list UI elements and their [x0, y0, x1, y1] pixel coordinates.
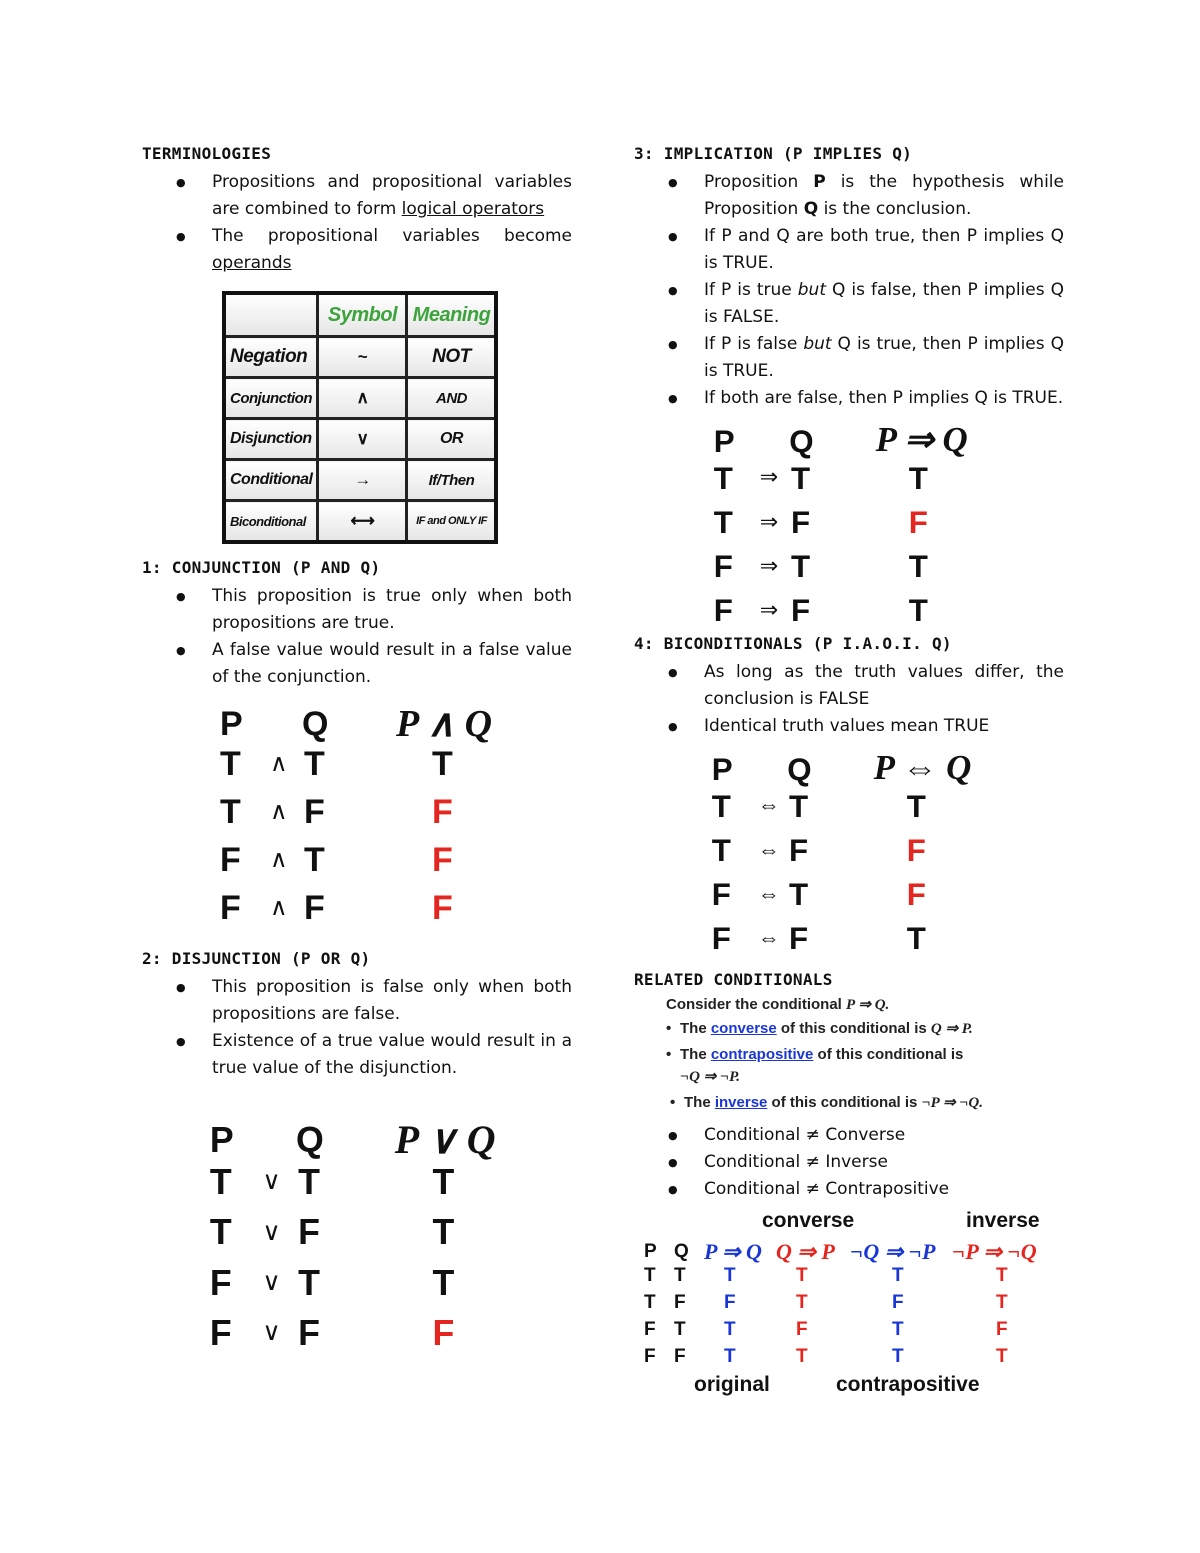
list-item: ● If P is true but Q is false, then P implies Q is FALSE.	[634, 277, 1064, 331]
list-item: ● If both are false, then P implies Q is TRUE.	[634, 385, 1064, 412]
cell-q: T	[304, 841, 325, 879]
inverse-link[interactable]: inverse	[714, 1094, 768, 1111]
operator-symbol: ⇔	[757, 880, 780, 906]
operator-symbol: ⇔	[757, 836, 780, 862]
cell-q: T	[791, 460, 811, 496]
table-row: Biconditional ⟷ IF and ONLY IF	[224, 501, 496, 543]
cell-q: F	[298, 1212, 320, 1253]
list-item: ● Existence of a true value would result in a true value of the disjunction.	[142, 1028, 572, 1082]
cell-p: F	[713, 593, 733, 629]
related-conditionals-table	[634, 1209, 1064, 1399]
list-item: ● Conditional ≠ Contrapositive	[634, 1176, 1064, 1203]
cell-q: F	[674, 1292, 686, 1313]
cell-result: T	[908, 549, 928, 585]
implication-heading: 3: IMPLICATION (P IMPLIES Q)	[634, 144, 913, 163]
list-item: ● Conditional ≠ Converse	[634, 1122, 1064, 1149]
operator-symbol: ⇔	[757, 792, 780, 818]
cell-inv: T	[996, 1292, 1008, 1313]
original-label: original	[694, 1373, 770, 1396]
p-header: P	[713, 424, 735, 459]
related-conditionals-heading: RELATED CONDITIONALS	[634, 970, 833, 989]
cell-contra: T	[892, 1265, 904, 1286]
list-item: ● This proposition is false only when both propositions are false.	[142, 974, 572, 1028]
cell-result: F	[906, 877, 926, 913]
cell-q: F	[304, 793, 325, 831]
cell-result: F	[908, 504, 928, 540]
list-item: ● Proposition P is the hypothesis while Proposition Q is the conclusion.	[634, 169, 1064, 223]
bullet-icon: •	[666, 1046, 672, 1063]
cell-p: F	[209, 1313, 232, 1354]
cell-conv: T	[796, 1265, 808, 1286]
list-item: ● Identical truth values mean TRUE	[634, 713, 1064, 740]
cell-result: T	[908, 593, 928, 629]
inverse-definition: • The inverse of this conditional is ¬P ⇒ ¬Q.	[666, 1092, 1064, 1114]
contrapositive-definition: • The contrapositive of this conditional is ¬Q ⇒ ¬P.	[666, 1046, 964, 1085]
cell-p: F	[713, 549, 733, 585]
q-header: Q	[296, 1120, 324, 1160]
converse-label: converse	[762, 1209, 855, 1232]
p-header: P	[644, 1241, 657, 1262]
table-row: Disjunction ∨ OR	[224, 419, 496, 460]
cell-p: T	[209, 1162, 232, 1202]
biconditional-truth-table	[634, 748, 1064, 962]
cell-conv: T	[796, 1346, 808, 1367]
cell-q: F	[298, 1313, 320, 1354]
meaning-header: Meaning	[407, 293, 497, 337]
operator-symbol: ∧	[270, 846, 288, 873]
operands-term: operands	[212, 253, 292, 273]
cell-p: F	[644, 1319, 656, 1340]
operator-symbol: ∧	[270, 894, 288, 921]
list-item: ● Propositions and propositional variables are combined to form logical operators	[142, 169, 572, 223]
bullet-icon: •	[670, 1094, 676, 1111]
symbol-header: Symbol	[318, 293, 407, 337]
cell-q: F	[791, 593, 811, 629]
cell-orig: T	[724, 1265, 736, 1286]
cell-result: F	[432, 841, 453, 879]
list-item: ● As long as the truth values differ, the conclusion is FALSE	[634, 659, 1064, 713]
cell-p: T	[220, 745, 241, 783]
inverse-label: inverse	[966, 1209, 1040, 1232]
bullet-icon: •	[666, 1020, 672, 1037]
cell-p: T	[713, 460, 733, 496]
cell-p: F	[711, 921, 731, 957]
q-header: Q	[674, 1241, 689, 1262]
cell-result: F	[432, 1313, 455, 1354]
terminologies-heading: TERMINOLOGIES	[142, 144, 272, 163]
biconditional-list	[634, 659, 1064, 740]
implication-truth-table	[634, 420, 1064, 632]
operator-symbol: ⇒	[759, 508, 779, 534]
contrapositive-link[interactable]: contrapositive	[710, 1046, 814, 1063]
cell-result: T	[432, 1162, 455, 1202]
disjunction-truth-table	[142, 1116, 572, 1360]
p-header: P	[220, 705, 243, 743]
cell-result: T	[906, 788, 926, 824]
cell-p: T	[711, 788, 731, 824]
related-list	[634, 1122, 1064, 1203]
converse-link[interactable]: converse	[710, 1020, 777, 1037]
cell-p: T	[713, 504, 733, 540]
operator-symbol: ⇔	[757, 924, 780, 950]
cell-q: F	[791, 504, 811, 540]
expression-header: P ⇒ Q	[875, 420, 968, 460]
cell-result: T	[906, 921, 926, 957]
biconditional-heading: 4: BICONDITIONALS (P I.A.O.I. Q)	[634, 634, 952, 653]
cell-result: F	[432, 889, 453, 927]
related-intro: Consider the conditional P ⇒ Q.	[666, 996, 890, 1013]
list-item: ● The propositional variables become operands	[142, 223, 572, 277]
cell-conv: F	[796, 1319, 808, 1340]
cell-q: T	[791, 549, 811, 585]
cell-result: F	[432, 793, 453, 831]
cell-p: F	[220, 841, 241, 879]
contrapositive-label: contrapositive	[836, 1373, 980, 1396]
operator-symbol: ∧	[270, 798, 288, 825]
cell-p: T	[209, 1212, 232, 1253]
cell-q: T	[789, 788, 809, 824]
q-header: Q	[787, 752, 812, 787]
operator-symbol: ⇒	[759, 552, 779, 578]
converse-definition: • The converse of this conditional is Q ⇒ P.	[666, 1018, 1064, 1040]
left-column	[142, 142, 572, 1360]
cell-conv: T	[796, 1292, 808, 1313]
cell-contra: T	[892, 1346, 904, 1367]
converse-header: Q ⇒ P	[776, 1239, 835, 1264]
conjunction-heading: 1: CONJUNCTION (P AND Q)	[142, 558, 381, 577]
expression-header: P ∧ Q	[396, 703, 493, 745]
cell-result: F	[906, 832, 926, 868]
related-definitions	[634, 995, 1064, 1114]
list-item: ● Conditional ≠ Inverse	[634, 1149, 1064, 1176]
list-item: ● This proposition is true only when both propositions are true.	[142, 583, 572, 637]
operator-symbol: ∨	[262, 1318, 281, 1347]
operators-table	[222, 291, 498, 544]
cell-q: F	[789, 832, 809, 868]
logical-operators-term: logical operators	[401, 199, 545, 219]
table-corner	[224, 293, 318, 337]
cell-result: T	[432, 745, 453, 783]
inverse-header: ¬P ⇒ ¬Q	[952, 1239, 1037, 1264]
conjunction-truth-table	[142, 705, 572, 937]
table-row: Negation ~ NOT	[224, 337, 496, 378]
operator-symbol: ∧	[270, 750, 288, 777]
cell-contra: T	[892, 1319, 904, 1340]
disjunction-list	[142, 974, 572, 1082]
list-item: ● A false value would result in a false value of the conjunction.	[142, 637, 572, 691]
right-column	[634, 142, 1064, 1399]
cell-result: T	[432, 1262, 455, 1303]
contrapositive-header: ¬Q ⇒ ¬P	[850, 1239, 936, 1264]
cell-q: T	[298, 1262, 320, 1303]
cell-q: T	[298, 1162, 320, 1202]
terminologies-list	[142, 169, 572, 277]
cell-q: F	[789, 921, 809, 957]
p-header: P	[209, 1120, 234, 1160]
cell-result: T	[432, 1212, 455, 1253]
implication-list	[634, 169, 1064, 412]
operator-symbol: ⇒	[759, 596, 779, 622]
cell-inv: T	[996, 1265, 1008, 1286]
cell-p: T	[644, 1265, 656, 1286]
table-row: Conjunction ∧ AND	[224, 378, 496, 419]
cell-p: F	[209, 1262, 232, 1303]
cell-p: T	[711, 832, 731, 868]
cell-result: T	[908, 460, 928, 496]
expression-header: P ⇔ Q	[873, 748, 972, 788]
cell-q: T	[789, 877, 809, 913]
q-header: Q	[789, 424, 814, 459]
operator-symbol: ∨	[262, 1268, 281, 1296]
cell-q: T	[674, 1319, 686, 1340]
list-item: ● If P and Q are both true, then P implies Q is TRUE.	[634, 223, 1064, 277]
p-header: P	[711, 752, 733, 787]
expression-header: P ∨ Q	[394, 1116, 496, 1162]
cell-p: F	[220, 889, 241, 927]
disjunction-heading: 2: DISJUNCTION (P OR Q)	[142, 949, 371, 968]
cell-contra: F	[892, 1292, 904, 1313]
cell-orig: T	[724, 1346, 736, 1367]
cell-q: T	[674, 1265, 686, 1286]
list-item: ● If P is false but Q is true, then P implies Q is TRUE.	[634, 331, 1064, 385]
operator-symbol: ∨	[262, 1217, 281, 1246]
operator-symbol: ∨	[262, 1167, 281, 1196]
cell-inv: F	[996, 1319, 1008, 1340]
operator-symbol: ⇒	[759, 464, 779, 490]
conjunction-list	[142, 583, 572, 691]
cell-q: F	[304, 889, 325, 927]
original-header: P ⇒ Q	[704, 1239, 762, 1264]
cell-orig: F	[724, 1292, 736, 1313]
cell-p: T	[644, 1292, 656, 1313]
table-row: Conditional → If/Then	[224, 460, 496, 501]
cell-p: T	[220, 793, 241, 831]
cell-q: T	[304, 745, 325, 783]
cell-orig: T	[724, 1319, 736, 1340]
cell-inv: T	[996, 1346, 1008, 1367]
cell-q: F	[674, 1346, 686, 1367]
q-header: Q	[302, 705, 329, 743]
cell-p: F	[644, 1346, 656, 1367]
cell-p: F	[711, 877, 731, 913]
